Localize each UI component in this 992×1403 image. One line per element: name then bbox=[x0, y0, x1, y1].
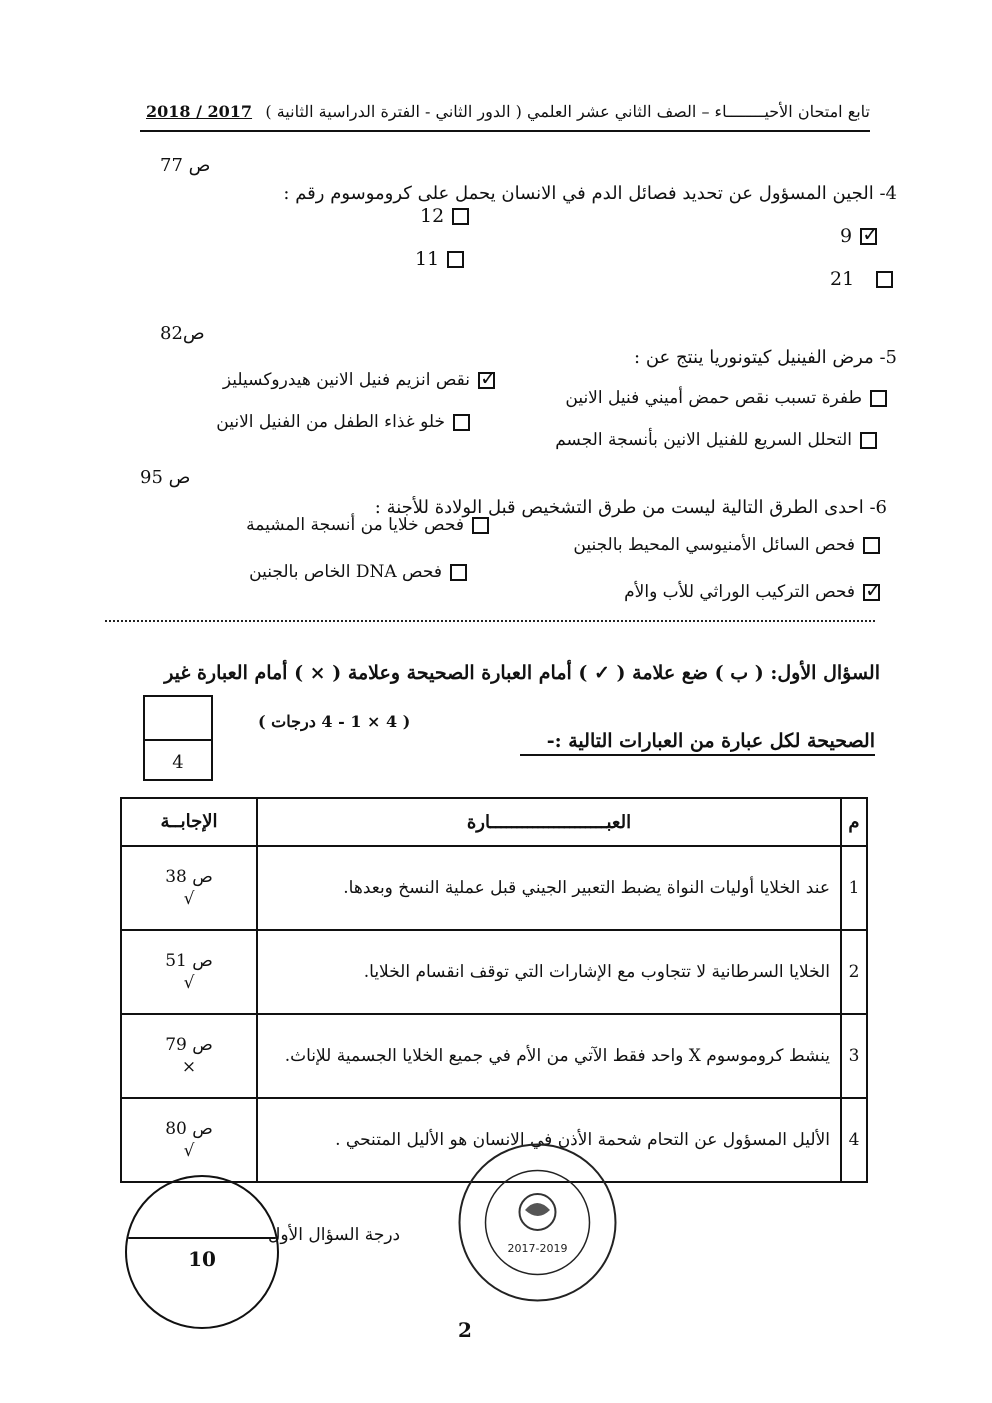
table-row bbox=[121, 930, 867, 1014]
section-score: 4 bbox=[172, 752, 184, 773]
q4-option-3-label: 21 bbox=[830, 268, 855, 290]
table-row bbox=[121, 1014, 867, 1098]
question-6-text: 6- احدى الطرق التالية ليست من طرق التشخيص قبل الولادة للأجنة : bbox=[374, 497, 887, 518]
q6-option-2[interactable] bbox=[246, 515, 489, 535]
q5-option-1-label: طفرة تسبب نقص حمض أميني فنيل الانين bbox=[565, 388, 862, 408]
row-answer: √ bbox=[183, 1141, 195, 1161]
q4-option-2[interactable] bbox=[420, 205, 469, 227]
q5-option-4-label: خلو غذاء الطفل من الفنيل الانين bbox=[216, 412, 445, 432]
checkbox-icon[interactable] bbox=[450, 564, 467, 581]
q5-option-3[interactable] bbox=[555, 430, 877, 450]
row-statement: الأليل المسؤول عن التحام شحمة الأذن في الانسان هو الأليل المتنحي . bbox=[257, 1098, 841, 1182]
question-score-value: 10 bbox=[188, 1247, 216, 1271]
question-4-page-ref: ص 77 bbox=[160, 155, 211, 176]
row-page-ref: ص 51 bbox=[165, 950, 213, 971]
row-num: 2 bbox=[841, 930, 867, 1014]
table-header-row bbox=[121, 798, 867, 846]
stamp-years: 2017-2019 bbox=[507, 1242, 568, 1255]
checkbox-checked-icon[interactable] bbox=[478, 372, 495, 389]
question-score-label: درجة السؤال الأول bbox=[268, 1225, 401, 1245]
checkbox-icon[interactable] bbox=[447, 251, 464, 268]
row-answer-cell[interactable] bbox=[121, 930, 257, 1014]
section-heading-line-2: الصحيحة لكل عبارة من العبارات التالية :- bbox=[520, 730, 875, 756]
header-statement: العبــــــــــــــــــــــارة bbox=[257, 798, 841, 846]
checkbox-icon[interactable] bbox=[452, 208, 469, 225]
q6-option-3[interactable] bbox=[624, 582, 880, 602]
q4-option-1-label: 9 bbox=[840, 225, 853, 247]
exam-title: تابع امتحان الأحيــــــــاء – الصف الثاني عشر العلمي ( الدور الثاني - الفترة الدراسية الثانية ) bbox=[265, 102, 870, 121]
checkbox-icon[interactable] bbox=[860, 432, 877, 449]
score-divider bbox=[145, 739, 211, 741]
q4-option-4[interactable] bbox=[415, 248, 464, 270]
row-answer: × bbox=[181, 1057, 197, 1077]
official-stamp-icon bbox=[455, 1140, 620, 1305]
page-number: 2 bbox=[458, 1318, 472, 1342]
checkbox-checked-icon[interactable] bbox=[863, 584, 880, 601]
section-separator bbox=[105, 620, 875, 626]
q6-option-4-label: فحص DNA الخاص بالجنين bbox=[249, 562, 442, 582]
q6-option-4[interactable] bbox=[249, 562, 467, 582]
question-5-page-ref: ص82 bbox=[160, 323, 205, 344]
q5-option-1[interactable] bbox=[565, 388, 887, 408]
q6-option-3-label: فحص التركيب الوراثي للأب والأم bbox=[624, 582, 855, 602]
row-statement: عند الخلايا أوليات النواة يضبط التعبير الجيني قبل عملية النسخ وبعدها. bbox=[257, 846, 841, 930]
header-num: م bbox=[841, 798, 867, 846]
checkbox-icon[interactable] bbox=[472, 517, 489, 534]
section-score-box bbox=[143, 695, 213, 781]
row-answer: √ bbox=[183, 889, 195, 909]
row-answer-cell[interactable] bbox=[121, 846, 257, 930]
checkbox-icon[interactable] bbox=[453, 414, 470, 431]
q6-option-2-label: فحص خلايا من أنسجة المشيمة bbox=[246, 515, 464, 535]
question-4-text: 4- الجين المسؤول عن تحديد فصائل الدم في الانسان يحمل على كروموسوم رقم : bbox=[283, 183, 897, 204]
table-row bbox=[121, 846, 867, 930]
question-6-page-ref: ص 95 bbox=[140, 467, 191, 488]
checkbox-checked-icon[interactable] bbox=[860, 228, 877, 245]
row-page-ref: ص 79 bbox=[165, 1034, 213, 1055]
row-statement: ينشط كروموسوم X واحد فقط الآتي من الأم في جميع الخلايا الجسمية للإناث. bbox=[257, 1014, 841, 1098]
row-num: 3 bbox=[841, 1014, 867, 1098]
question-score-circle bbox=[125, 1175, 279, 1329]
checkbox-icon[interactable] bbox=[870, 390, 887, 407]
q4-option-4-label: 11 bbox=[415, 248, 440, 270]
header-answer: الإجابــة bbox=[121, 798, 257, 846]
row-answer: √ bbox=[183, 973, 195, 993]
row-answer-cell[interactable] bbox=[121, 1014, 257, 1098]
page-header bbox=[140, 100, 870, 132]
q4-option-3[interactable] bbox=[830, 268, 893, 290]
true-false-table bbox=[120, 797, 868, 1183]
q5-option-4[interactable] bbox=[216, 412, 470, 432]
q4-option-1[interactable] bbox=[840, 225, 877, 247]
q5-option-2-label: نقص انزيم فنيل الانين هيدروكسيليز bbox=[222, 370, 470, 390]
row-statement: الخلايا السرطانية لا تتجاوب مع الإشارات التي توقف انقسام الخلايا. bbox=[257, 930, 841, 1014]
q4-option-2-label: 12 bbox=[420, 205, 445, 227]
circle-divider bbox=[127, 1237, 277, 1239]
question-5-text: 5- مرض الفينيل كيتونوريا ينتج عن : bbox=[634, 347, 897, 368]
q5-option-3-label: التحلل السريع للفنيل الانين بأنسجة الجسم bbox=[555, 430, 852, 450]
section-heading-line-1: السؤال الأول: ( ب ) ضع علامة ( ✓ ) أمام العبارة الصحيحة وعلامة ( × ) أمام العبارة غير bbox=[164, 662, 880, 684]
section-marks: ( 4 × 1 - 4 درجات ) bbox=[258, 712, 411, 731]
row-num: 4 bbox=[841, 1098, 867, 1182]
checkbox-icon[interactable] bbox=[863, 537, 880, 554]
checkbox-icon[interactable] bbox=[876, 271, 893, 288]
row-page-ref: ص 80 bbox=[165, 1118, 213, 1139]
row-answer-cell[interactable] bbox=[121, 1098, 257, 1182]
row-page-ref: ص 38 bbox=[165, 866, 213, 887]
exam-year: 2018 / 2017 bbox=[146, 102, 253, 121]
q6-option-1-label: فحص السائل الأمنيوسي المحيط بالجنين bbox=[573, 535, 855, 555]
row-num: 1 bbox=[841, 846, 867, 930]
q5-option-2[interactable] bbox=[223, 370, 495, 390]
q6-option-1[interactable] bbox=[573, 535, 880, 555]
